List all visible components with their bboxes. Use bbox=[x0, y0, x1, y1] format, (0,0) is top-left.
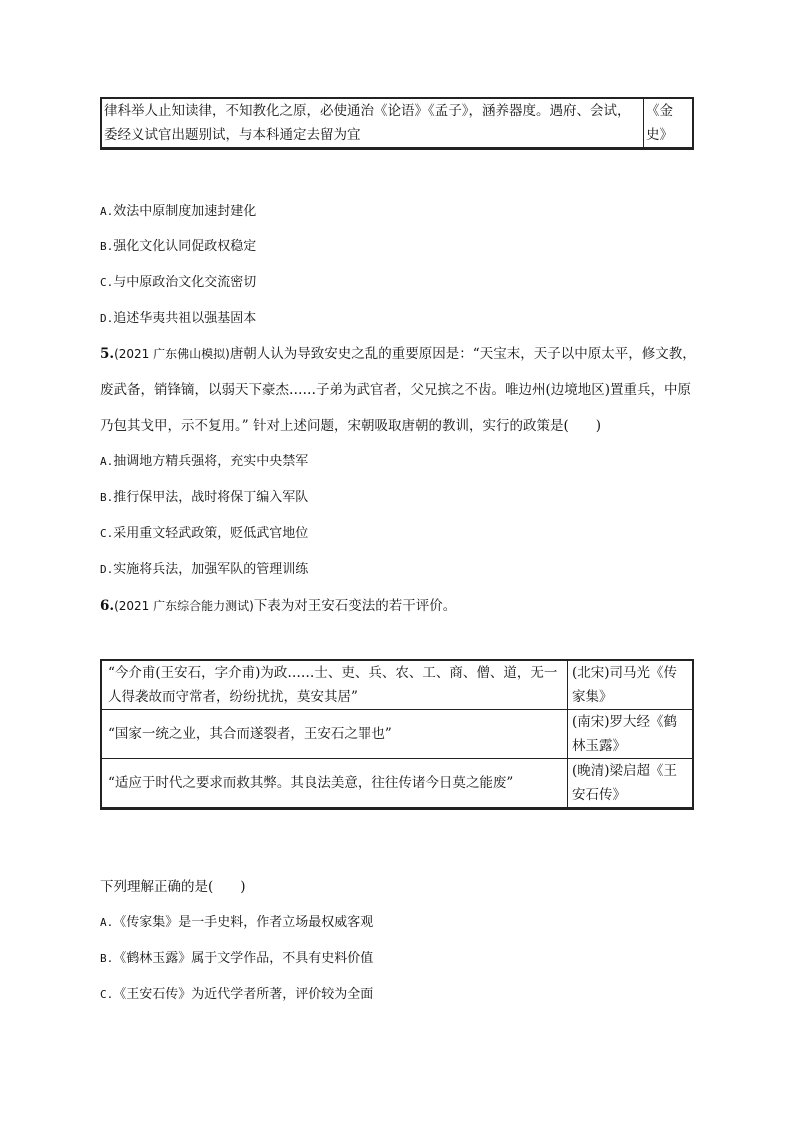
question-number: 5. bbox=[100, 346, 115, 362]
table-cell-source bbox=[568, 759, 694, 809]
table-row bbox=[101, 660, 693, 710]
evaluation-table bbox=[100, 659, 694, 810]
table-row bbox=[101, 98, 693, 149]
option-letter: D. bbox=[100, 312, 114, 325]
option-text: 效法中原制度加速封建化 bbox=[113, 204, 257, 219]
q6-question: 下列理解正确的是( ) bbox=[100, 879, 246, 895]
source-line: 《金 bbox=[646, 103, 673, 119]
question-number: 6. bbox=[100, 598, 115, 614]
quote-line: 委经义试官出题别试，与本科通定去留为宜 bbox=[104, 127, 361, 143]
option-text: 《传家集》是一手史料，作者立场最权威客观 bbox=[113, 915, 374, 930]
question-source-tag: (2021 广东综合能力测试) bbox=[114, 599, 254, 613]
option-letter: C. bbox=[100, 276, 114, 289]
q4-option-c[interactable] bbox=[100, 273, 256, 293]
option-letter: C. bbox=[100, 988, 114, 1001]
table-cell-quote bbox=[101, 759, 568, 809]
question-source-tag: (2021 广东佛山模拟) bbox=[114, 347, 230, 361]
source-line: (南宋)罗大经《鹤 bbox=[572, 714, 678, 730]
option-text: 推行保甲法，战时将保丁编入军队 bbox=[113, 490, 309, 505]
option-letter: C. bbox=[100, 527, 114, 540]
question-text: 唐朝人认为导致安史之乱的重要原因是：“天宝末，天子以中原太平，修文教， bbox=[229, 346, 696, 362]
option-letter: B. bbox=[100, 952, 114, 965]
table-cell-quote bbox=[101, 98, 644, 149]
q5-option-c[interactable] bbox=[100, 524, 308, 544]
source-line: 林玉露》 bbox=[572, 738, 626, 754]
source-line: (北宋)司马光《传 bbox=[572, 665, 678, 681]
q4-option-b[interactable] bbox=[100, 237, 256, 257]
table-cell-quote bbox=[101, 660, 568, 710]
quote-line: “适应于时代之要求而救其弊。其良法美意，往往传诸今日莫之能废” bbox=[108, 775, 514, 791]
quote-line: “国家一统之业，其合而遂裂者，王安石之罪也” bbox=[108, 726, 392, 742]
option-letter: D. bbox=[100, 563, 114, 576]
table-row bbox=[101, 710, 693, 759]
option-text: 实施将兵法，加强军队的管理训练 bbox=[113, 562, 309, 577]
table-row bbox=[101, 759, 693, 809]
option-text: 与中原政治文化交流密切 bbox=[113, 275, 257, 290]
q5-stem-line-3: 乃包其戈甲，示不复用。” 针对上述问题，宋朝吸取唐朝的教训，实行的政策是( ) bbox=[100, 418, 601, 434]
q6-option-a[interactable] bbox=[100, 913, 373, 933]
quote-line: 律科举人止知读律，不知教化之原，必使通治《论语》《孟子》，涵养器度。遇府、会试， bbox=[104, 103, 631, 119]
q5-option-a[interactable] bbox=[100, 452, 308, 472]
option-text: 强化文化认同促政权稳定 bbox=[113, 239, 257, 254]
q4-option-d[interactable] bbox=[100, 309, 256, 329]
q5-option-b[interactable] bbox=[100, 488, 308, 508]
option-letter: A. bbox=[100, 455, 114, 468]
option-text: 抽调地方精兵强将，充实中央禁军 bbox=[113, 454, 309, 469]
q4-option-a[interactable] bbox=[100, 202, 256, 222]
table-cell-source bbox=[568, 660, 694, 710]
option-text: 采用重文轻武政策，贬低武官地位 bbox=[113, 526, 309, 541]
option-text: 《鹤林玉露》属于文学作品，不具有史料价值 bbox=[113, 951, 374, 966]
q6-stem bbox=[100, 596, 456, 616]
table-cell-quote bbox=[101, 710, 568, 759]
table-cell-source bbox=[568, 710, 694, 759]
table-cell-source bbox=[644, 98, 694, 149]
source-line: 史》 bbox=[646, 127, 673, 143]
option-letter: A. bbox=[100, 916, 114, 929]
quote-line: “今介甫(王安石，字介甫)为政……士、吏、兵、农、工、商、僧、道，无一 bbox=[108, 665, 558, 681]
q6-option-c[interactable] bbox=[100, 985, 373, 1005]
option-letter: B. bbox=[100, 240, 114, 253]
option-text: 追述华夷共祖以强基固本 bbox=[113, 311, 257, 326]
quote-table-jinshi bbox=[100, 97, 694, 150]
q5-option-d[interactable] bbox=[100, 560, 308, 580]
q5-stem-line-1 bbox=[100, 344, 696, 364]
source-line: (晚清)梁启超《王 bbox=[572, 763, 678, 779]
option-text: 《王安石传》为近代学者所著，评价较为全面 bbox=[113, 987, 374, 1002]
question-text: 下表为对王安石变法的若干评价。 bbox=[253, 598, 457, 614]
option-letter: B. bbox=[100, 491, 114, 504]
quote-line: 人得袭故而守常者，纷纷扰扰，莫安其居” bbox=[108, 689, 358, 705]
q5-stem-line-2: 废武备，销锋镝，以弱天下豪杰……子弟为武官者，父兄摈之不齿。唯边州(边境地区)置重兵，中原 bbox=[100, 382, 692, 398]
source-line: 安石传》 bbox=[572, 787, 626, 803]
source-line: 家集》 bbox=[572, 689, 613, 705]
q6-option-b[interactable] bbox=[100, 949, 373, 969]
option-letter: A. bbox=[100, 205, 114, 218]
